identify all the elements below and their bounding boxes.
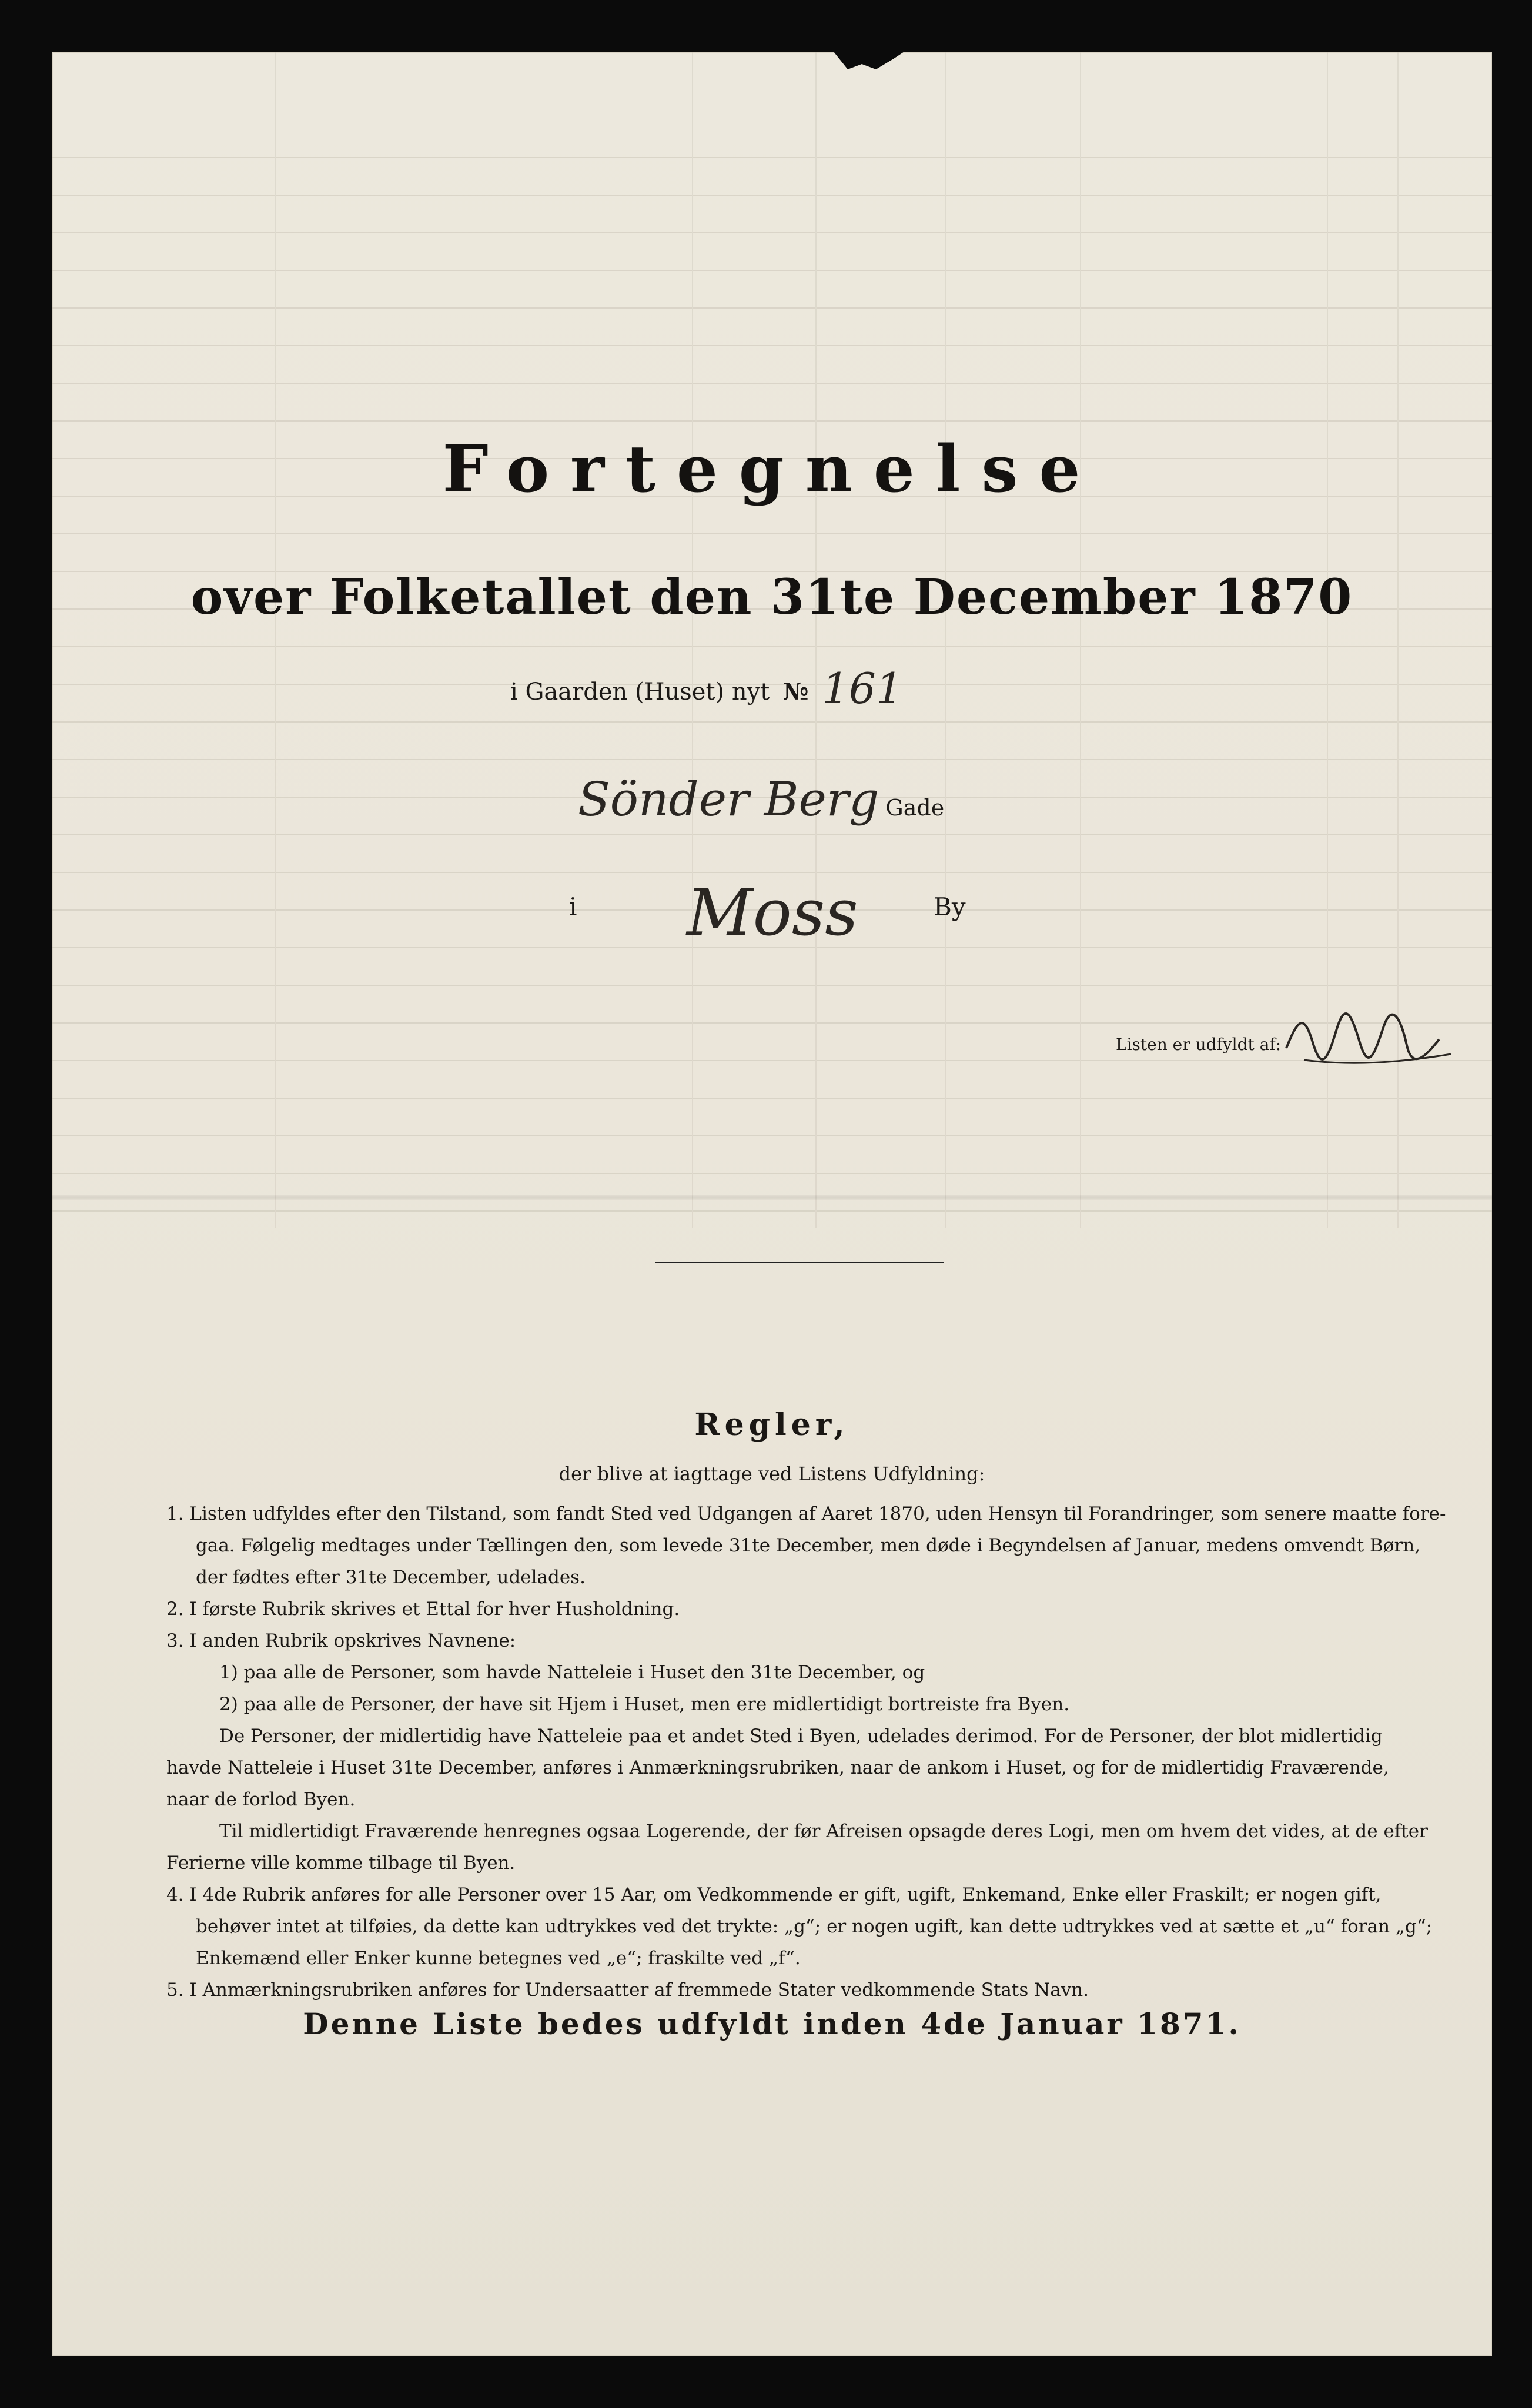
house-line <box>510 660 903 713</box>
house-label: i Gaarden (Huset) nyt <box>510 678 770 705</box>
form-subtitle: over Folketallet den 31te December 1870 <box>190 569 1353 626</box>
rule-line: Til midlertidigt Fraværende henregnes ogsaa Logerende, der før Afreisen opsagde deres Logi, men om hvem det vides, at de efter <box>219 1821 1428 1842</box>
city-prefix: i <box>569 892 577 921</box>
rule-line: gaa. Følgelig medtages under Tællingen den, som levede 31te December, men døde i Begyndelsen af Januar, medens omvendt Børn, <box>196 1535 1421 1556</box>
street-handwritten: Sönder Berg <box>578 772 879 827</box>
deadline-notice: Denne Liste bedes udfyldt inden 4de Januar 1871. <box>303 2006 1241 2041</box>
signature <box>1280 1007 1457 1074</box>
rule-line: 5. I Anmærkningsrubriken anføres for Undersaatter af fremmede Stater vedkommende Stats Navn. <box>166 1979 1089 2001</box>
rule-line: naar de forlod Byen. <box>166 1789 356 1810</box>
rule-line: 1. Listen udfyldes efter den Tilstand, som fandt Sted ved Udgangen af Aaret 1870, uden Hensyn til Forandringer, som senere maatte fore- <box>166 1503 1446 1524</box>
form-title: Fortegnelse <box>442 431 1102 507</box>
rule-line: 3. I anden Rubrik opskrives Navnene: <box>166 1630 516 1651</box>
rule-line: De Personer, der midlertidig have Natteleie paa et andet Sted i Byen, udelades derimod. For de Personer, der blot midlertidig <box>219 1725 1383 1747</box>
rule-line: 2) paa alle de Personer, der have sit Hjem i Huset, men ere midlertidigt bortreiste fra Byen. <box>219 1694 1070 1715</box>
fold-crease <box>52 1195 1492 1200</box>
ruled-lines-background <box>52 52 1492 1239</box>
section-divider <box>655 1262 944 1263</box>
census-form-sheet <box>52 52 1492 2356</box>
street-suffix: Gade <box>885 795 945 821</box>
city-handwritten: Moss <box>687 875 858 950</box>
rule-line: 4. I 4de Rubrik anføres for alle Personer over 15 Aar, om Vedkommende er gift, ugift, Enkemand, Enke eller Fraskilt; er nogen gift, <box>166 1884 1382 1905</box>
rule-line: Ferierne ville komme tilbage til Byen. <box>166 1852 516 1874</box>
rule-line: der fødtes efter 31te December, udelades. <box>196 1567 586 1588</box>
signature-scrawl <box>1280 1007 1457 1072</box>
city-suffix: By <box>934 892 966 921</box>
house-number-handwritten: 161 <box>822 664 903 713</box>
city-line <box>569 875 1016 992</box>
rule-line: 2. I første Rubrik skrives et Ettal for hver Husholdning. <box>166 1598 680 1620</box>
number-label: № <box>783 678 809 705</box>
rule-line: havde Natteleie i Huset 31te December, anføres i Anmærkningsrubriken, naar de ankom i Huset, og for de midlertidig Fraværende, <box>166 1757 1389 1778</box>
rule-line: 1) paa alle de Personer, som havde Natteleie i Huset den 31te December, og <box>219 1662 925 1683</box>
rules-subheading: der blive at iagttage ved Listens Udfyldning: <box>558 1463 985 1485</box>
rules-list <box>166 1498 1446 2006</box>
rule-line: Enkemænd eller Enker kunne betegnes ved „e“; fraskilte ved „f“. <box>196 1948 801 1969</box>
rule-line: behøver intet at tilføies, da dette kan udtrykkes ved det trykte: „g“; er nogen ugift, kan dette udtrykkes ved at sætte et „u“ foran „g“; <box>196 1916 1433 1937</box>
rules-heading: Regler, <box>694 1407 849 1443</box>
filled-by-label: Listen er udfyldt af: <box>1116 1035 1282 1054</box>
street-line <box>578 772 944 827</box>
